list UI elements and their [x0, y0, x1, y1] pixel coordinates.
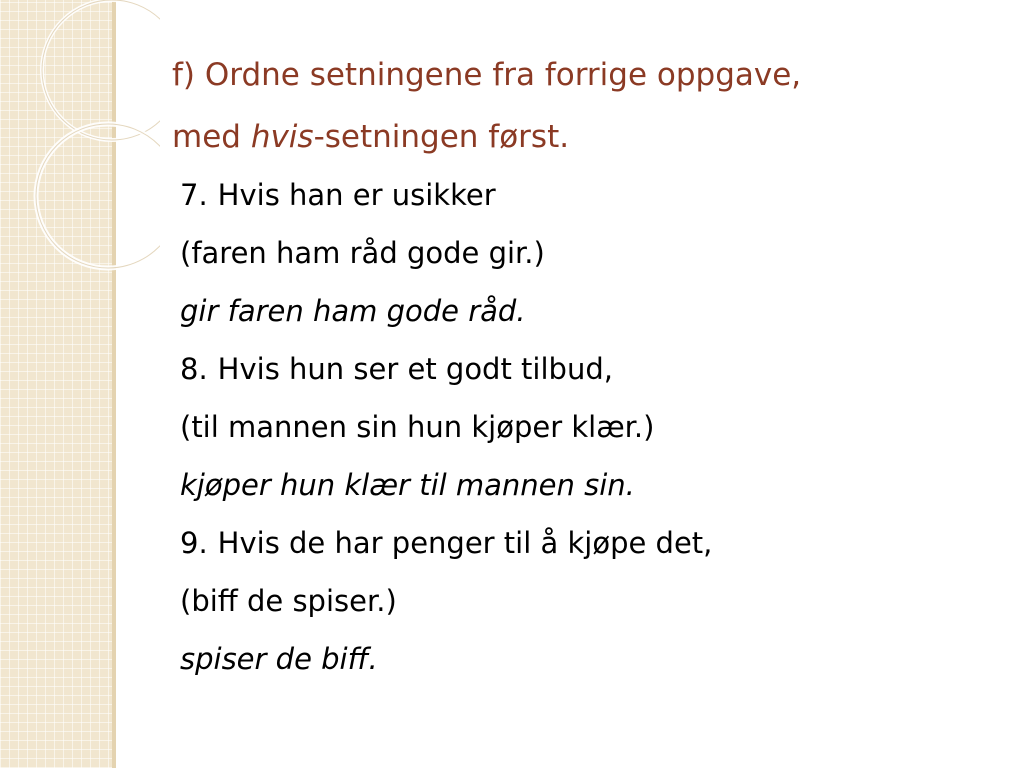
title-line-2-start: med: [172, 119, 251, 155]
item-8-condition-text: Hvis hun ser et godt tilbud,: [217, 352, 613, 386]
item-8-number: 8.: [180, 352, 208, 386]
item-9-number: 9.: [180, 526, 208, 560]
title-line-2-end: -setningen først.: [313, 119, 570, 155]
item-8-jumbled: (til mannen sin hun kjøper klær.): [180, 410, 655, 444]
item-9-answer: spiser de biff.: [180, 642, 378, 676]
slide-title: [172, 44, 972, 168]
decorative-circles-icon: [0, 0, 160, 320]
item-7-answer: gir faren ham gode råd.: [180, 294, 526, 328]
title-emphasis: hvis: [250, 119, 314, 155]
item-7-condition: [180, 166, 980, 224]
item-9-jumbled: (biff de spiser.): [180, 584, 397, 618]
exercise-list: [180, 166, 980, 688]
item-8-answer: kjøper hun klær til mannen sin.: [180, 468, 635, 502]
item-7-condition-text: Hvis han er usikker: [217, 178, 496, 212]
item-7-number: 7.: [180, 178, 208, 212]
item-9-condition-text: Hvis de har penger til å kjøpe det,: [217, 526, 713, 560]
item-7-jumbled: (faren ham råd gode gir.): [180, 236, 545, 270]
title-line-1: f) Ordne setningene fra forrige oppgave,: [172, 57, 802, 93]
item-9-condition: [180, 514, 980, 572]
item-8-condition: [180, 340, 980, 398]
